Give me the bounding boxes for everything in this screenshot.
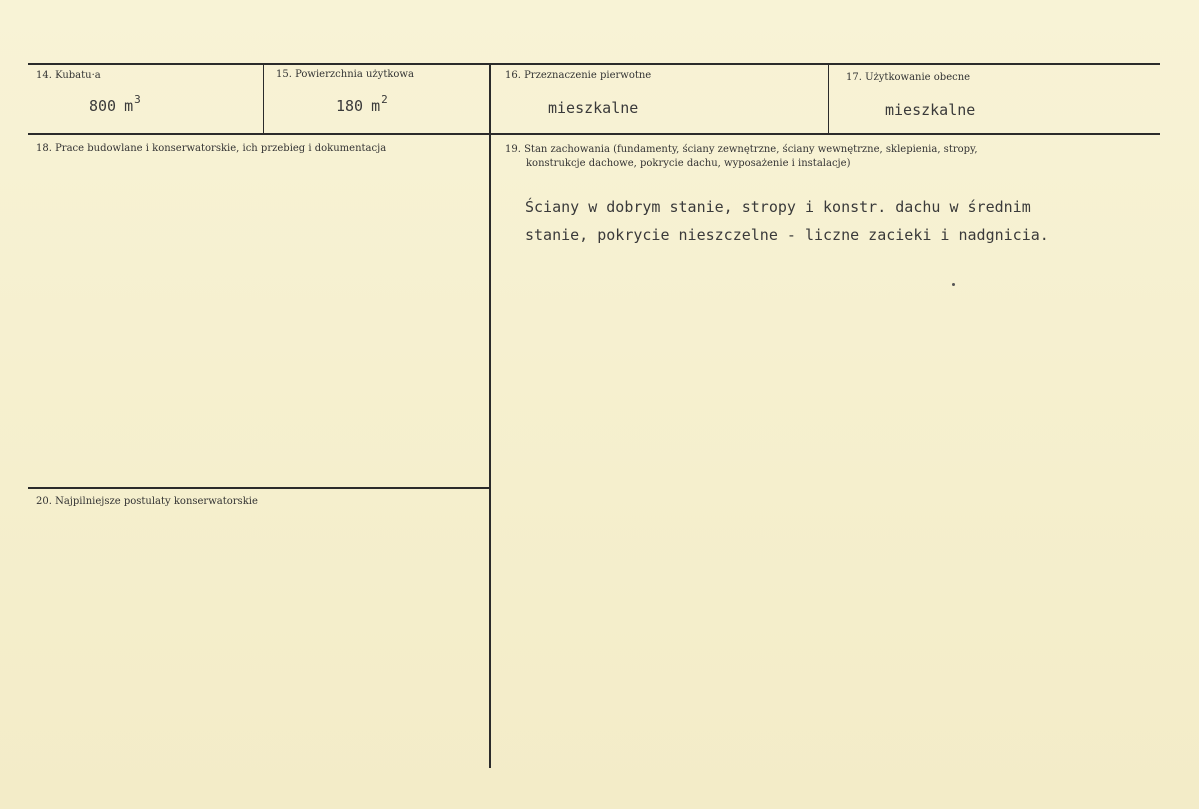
field-17-label: 17. Użytkowanie obecne <box>846 72 971 83</box>
field-18-label: 18. Prace budowlane i konserwatorskie, ich przebieg i dokumentacja <box>36 143 387 154</box>
field-20-label: 20. Najpilniejsze postulaty konserwatorskie <box>36 496 258 507</box>
divider-14-15 <box>263 63 264 134</box>
field-19-text-line2: stanie, pokrycie nieszczelne - liczne zacieki i nadgnicia. <box>525 226 1049 244</box>
field-17-value: mieszkalne <box>885 101 976 119</box>
row1-bottom-rule <box>28 133 1160 135</box>
field-14-label: 14. Kubatu·a <box>36 70 101 81</box>
section18-bottom-rule <box>28 487 489 489</box>
field-14-number: 800 <box>89 97 117 115</box>
field-16-value: mieszkalne <box>548 99 639 117</box>
field-14-value <box>89 93 141 115</box>
field-19-label-line2: konstrukcje dachowe, pokrycie dachu, wyposażenie i instalacje) <box>526 158 851 169</box>
field-14-unit: m <box>124 97 134 115</box>
field-15-label: 15. Powierzchnia użytkowa <box>276 69 414 80</box>
field-16-label: 16. Przeznaczenie pierwotne <box>505 70 652 81</box>
field-19-text-line1: Ściany w dobrym stanie, stropy i konstr. dachu w średnim <box>525 198 1031 216</box>
ink-speck <box>952 283 955 286</box>
field-14-exponent: 3 <box>134 93 141 106</box>
field-19-label-line1: 19. Stan zachowania (fundamenty, ściany zewnętrzne, ściany wewnętrzne, sklepienia, stropy, <box>505 144 978 155</box>
field-15-value <box>336 93 388 115</box>
top-rule <box>28 63 1160 65</box>
field-15-unit: m <box>371 97 381 115</box>
field-15-number: 180 <box>336 97 364 115</box>
field-15-exponent: 2 <box>381 93 388 106</box>
divider-15-16 <box>489 63 491 768</box>
divider-16-17 <box>828 63 829 134</box>
